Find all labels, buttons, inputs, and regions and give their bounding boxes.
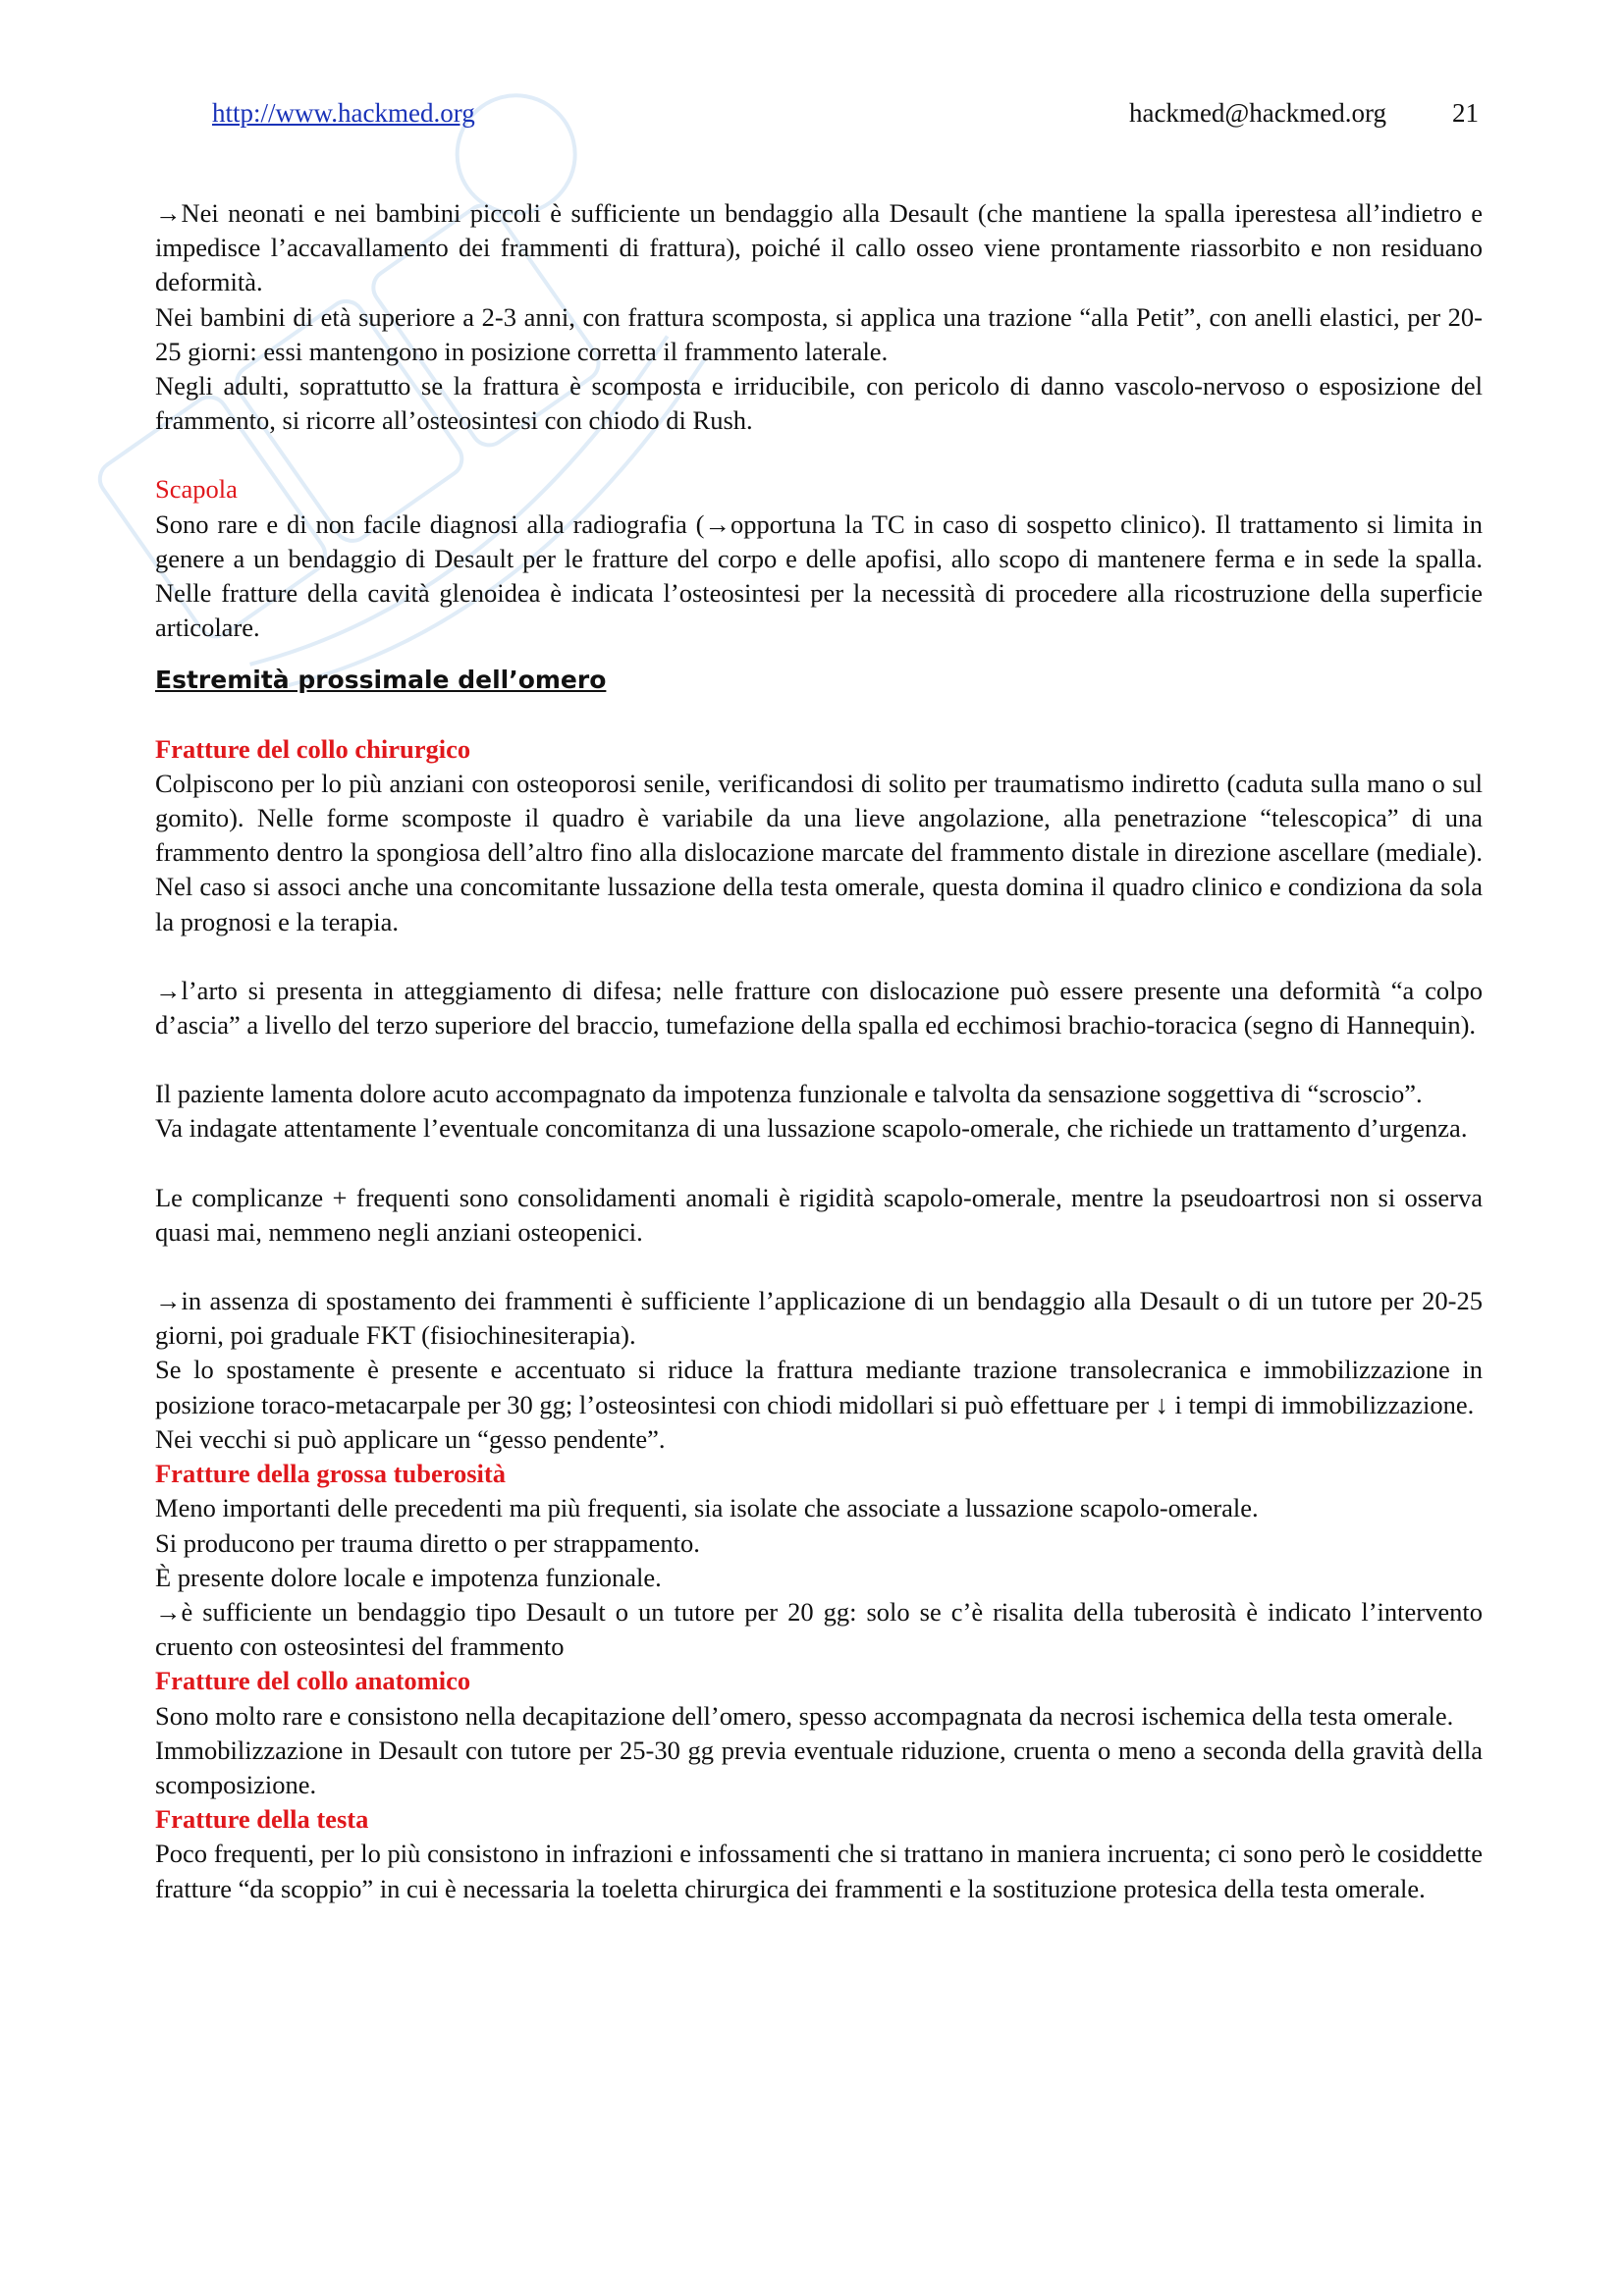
paragraph: →Nei neonati e nei bambini piccoli è sufficiente un bendaggio alla Desault (che mantiene la spalla iperestesa all’indietro e impedisce l’accavallamento dei frammenti di frattura), poiché il callo osseo viene prontamente riassorbito e non residuano deformità. <box>155 198 1483 297</box>
spacer <box>155 1147 1483 1181</box>
paragraph: Immobilizzazione in Desault con tutore per 25-30 gg previa eventuale riduzione, cruenta o meno a seconda della gravità della scomposizione. <box>155 1735 1483 1799</box>
paragraph: Sono rare e di non facile diagnosi alla radiografia (→opportuna la TC in caso di sospetto clinico). Il trattamento si limita in genere a un bendaggio di Desault per le fratture del corpo e delle apofisi, allo scopo di mantenere ferma e in sede la spalla. Nelle fratture della cavità glenoidea è indicata l’osteosintesi per la necessità di procedere alla ricostruzione della superficie articolare. <box>155 508 1483 643</box>
paragraph: Colpiscono per lo più anziani con osteoporosi senile, verificandosi di solito per traumatismo indiretto (caduta sulla mano o sul gomito). Nelle forme scomposte il quadro è variabile da una lieve angolazione, alla penetrazione “telescopica” di una frammento dentro la spongiosa dell’altro fino alla dislocazione marcate del frammento distale in direzione ascellare (mediale). Nel caso si associ anche una concomitante lussazione della testa omerale, questa domina il quadro clinico e condiziona da sola la prognosi e la terapia. <box>155 768 1483 936</box>
spacer <box>155 1042 1483 1077</box>
paragraph: Sono molto rare e consistono nella decapitazione dell’omero, spesso accompagnata da necrosi ischemica della testa omerale. <box>155 1700 1454 1731</box>
spacer <box>155 645 1483 663</box>
paragraph: Nei vecchi si può applicare un “gesso pendente”. <box>155 1423 666 1454</box>
header-email: hackmed@hackmed.org <box>1128 98 1386 128</box>
paragraph: →l’arto si presenta in atteggiamento di difesa; nelle fratture con dislocazione può essere presente una deformità “a colpo d’ascia” a livello del terzo superiore del braccio, tumefazione della spalla ed ecchimosi brachio-toracica (segno di Hannequin). <box>155 975 1483 1041</box>
section-heading-omero: Estremità prossimale dell’omero <box>155 666 607 695</box>
page-header <box>212 98 1479 137</box>
paragraph: Nei bambini di età superiore a 2-3 anni, con frattura scomposta, si applica una trazione “alla Petit”, con anelli elastici, per 20-25 giorni: essi mantengono in posizione corretta il frammento laterale. <box>155 301 1483 366</box>
paragraph: Negli adulti, soprattutto se la frattura è scomposta e irriducibile, con pericolo di danno vascolo-nervoso o esposizione del frammento, si ricorre all’osteosintesi con chiodo di Rush. <box>155 371 1483 436</box>
spacer <box>155 1250 1483 1284</box>
heading-scapola: Scapola <box>155 474 238 505</box>
heading-collo-chirurgico: Fratture del collo chirurgico <box>155 733 471 764</box>
heading-testa: Fratture della testa <box>155 1804 369 1835</box>
spacer <box>155 438 1483 472</box>
heading-collo-anatomico: Fratture del collo anatomico <box>155 1666 471 1696</box>
paragraph: Se lo spostamente è presente e accentuato si riduce la frattura mediante trazione transolecranica e immobilizzazione in posizione toraco-metacarpale per 30 gg; l’osteosintesi con chiodi midollari si può effettuare per ↓ i tempi di immobilizzazione. <box>155 1355 1483 1419</box>
paragraph: Si producono per trauma diretto o per strappamento. <box>155 1527 700 1558</box>
paragraph: Va indagate attentamente l’eventuale concomitanza di una lussazione scapolo-omerale, che richiede un trattamento d’urgenza. <box>155 1113 1468 1144</box>
spacer <box>155 939 1483 974</box>
document-body <box>155 196 1483 1906</box>
heading-grossa-tuberosita: Fratture della grossa tuberosità <box>155 1459 506 1489</box>
paragraph: Il paziente lamenta dolore acuto accompagnato da impotenza funzionale e talvolta da sensazione soggettiva di “scroscio”. <box>155 1079 1423 1109</box>
paragraph: Le complicanze + frequenti sono consolidamenti anomali è rigidità scapolo-omerale, mentre la pseudoartrosi non si osserva quasi mai, nemmeno negli anziani osteopenici. <box>155 1182 1483 1247</box>
spacer <box>155 698 1483 732</box>
paragraph: →è sufficiente un bendaggio tipo Desault o un tutore per 20 gg: solo se c’è risalita della tuberosità è indicato l’intervento cruento con osteosintesi del frammento <box>155 1596 1483 1662</box>
paragraph: Poco frequenti, per lo più consistono in infrazioni e infossamenti che si trattano in maniera incruenta; ci sono però le cosiddette fratture “da scoppio” in cui è necessaria la toeletta chirurgica dei frammenti e la sostituzione protesica della testa omerale. <box>155 1839 1483 1903</box>
paragraph: È presente dolore locale e impotenza funzionale. <box>155 1562 662 1592</box>
header-url-link[interactable]: http://www.hackmed.org <box>212 98 475 128</box>
paragraph: Meno importanti delle precedenti ma più frequenti, sia isolate che associate a lussazione scapolo-omerale. <box>155 1493 1259 1523</box>
page-number: 21 <box>1452 98 1479 128</box>
paragraph: →in assenza di spostamento dei frammenti è sufficiente l’applicazione di un bendaggio alla Desault o di un tutore per 20-25 giorni, poi graduale FKT (fisiochinesiterapia). <box>155 1286 1483 1351</box>
